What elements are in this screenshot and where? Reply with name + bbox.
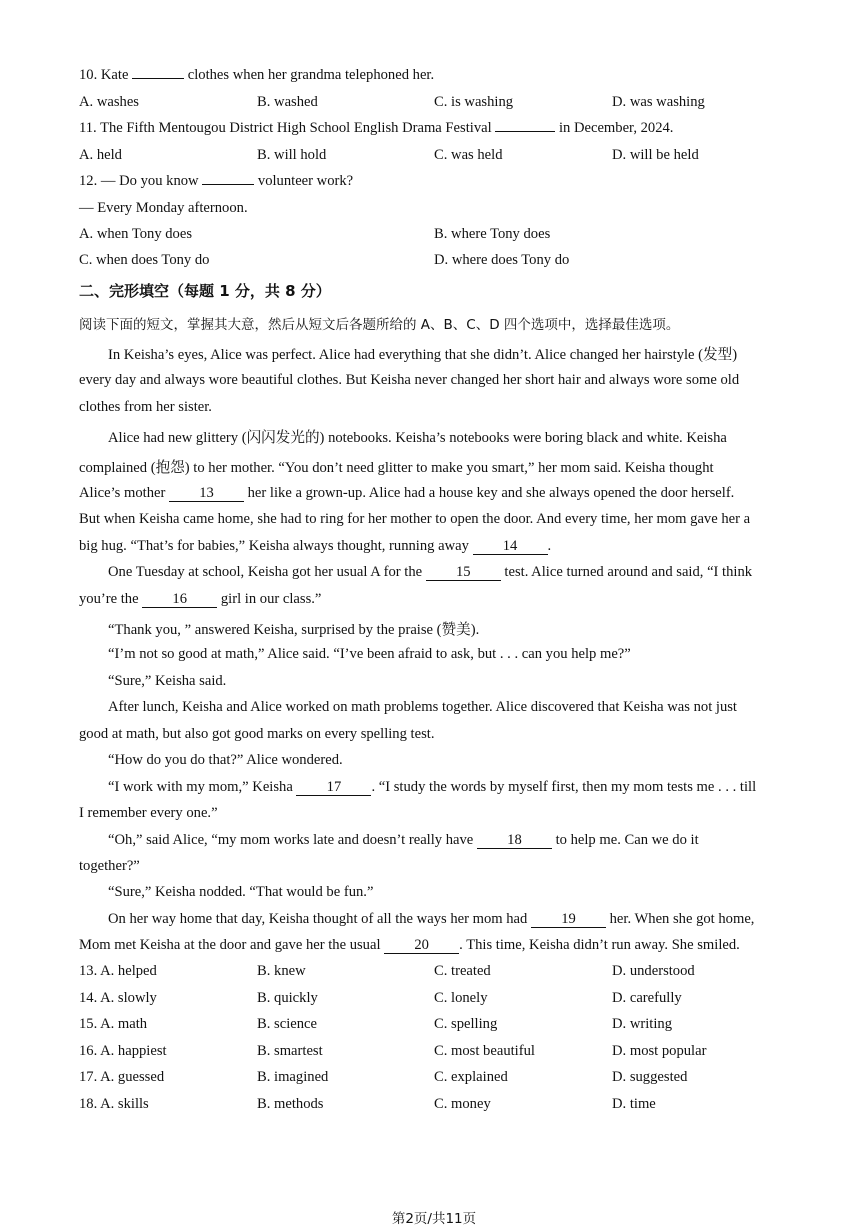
passage-line: you’re the 16 girl in our class.” [79, 591, 322, 607]
option-d: D. will be held [612, 147, 699, 163]
passage-line: “Thank you, ” answered Keisha, surprised by the praise (赞美). [108, 622, 480, 638]
option-b: B. where Tony does [434, 226, 551, 242]
passage-line: “I’m not so good at math,” Alice said. “I’ve been afraid to ask, but . . . can you help me?” [108, 646, 631, 662]
answer-blank [132, 78, 184, 79]
passage-line: “Oh,” said Alice, “my mom works late and doesn’t really have 18 to help me. Can we do it [108, 832, 699, 848]
passage-line: One Tuesday at school, Keisha got her usual A for the 15 test. Alice turned around and said, “I think [108, 564, 753, 580]
choice-15-b: B. science [257, 1016, 317, 1032]
choice-13-c: C. treated [434, 963, 491, 979]
blank-18: 18 [477, 833, 552, 849]
passage-line: complained (抱怨) to her mother. “You don’t need glitter to make you smart,” her mom said. Keisha thought [79, 460, 714, 476]
choice-14-c: C. lonely [434, 990, 488, 1006]
choice-13-d: D. understood [612, 963, 695, 979]
passage-line: good at math, but also got good marks on every spelling test. [79, 726, 435, 742]
passage-line: together?” [79, 858, 140, 874]
section-instruction: 阅读下面的短文，掌握其大意，然后从短文后各题所给的 A、B、C、D 四个选项中，选择最佳选项。 [79, 317, 680, 333]
passage-line: On her way home that day, Keisha thought of all the ways her mom had 19 her. When she got home, [108, 911, 755, 927]
blank-13: 13 [169, 486, 244, 502]
answer-blank [202, 184, 254, 185]
choice-13-b: B. knew [257, 963, 306, 979]
choice-16-b: B. smartest [257, 1043, 323, 1059]
choice-17-a: 17. A. guessed [79, 1069, 165, 1085]
choice-15-d: D. writing [612, 1016, 672, 1032]
choice-14-a: 14. A. slowly [79, 990, 157, 1006]
choice-17-c: C. explained [434, 1069, 508, 1085]
passage-line: “Sure,” Keisha said. [108, 673, 227, 689]
section-title: 二、完形填空（每题 1 分，共 8 分） [79, 282, 331, 300]
choice-18-d: D. time [612, 1096, 656, 1112]
choice-16-d: D. most popular [612, 1043, 707, 1059]
choice-17-b: B. imagined [257, 1069, 329, 1085]
option-b: B. will hold [257, 147, 327, 163]
question-12-reply: — Every Monday afternoon. [79, 200, 248, 216]
passage-line: After lunch, Keisha and Alice worked on math problems together. Alice discovered that Keisha was not just [108, 699, 737, 715]
choice-18-a: 18. A. skills [79, 1096, 149, 1112]
choice-16-a: 16. A. happiest [79, 1043, 167, 1059]
passage-line: every day and always wore beautiful clothes. But Keisha never changed her short hair and always wore some old [79, 372, 740, 388]
option-a: A. held [79, 147, 122, 163]
option-c: C. was held [434, 147, 503, 163]
choice-15-a: 15. A. math [79, 1016, 148, 1032]
passage-line: Alice’s mother 13 her like a grown-up. Alice had a house key and she always opened the door herself. [79, 485, 735, 501]
question-10-stem: 10. Kate clothes when her grandma telephoned her. [79, 67, 435, 83]
blank-17: 17 [296, 780, 371, 796]
choice-17-d: D. suggested [612, 1069, 688, 1085]
page-number: 第2页/共11页 [391, 1211, 477, 1227]
option-c: C. when does Tony do [79, 252, 210, 268]
choice-18-b: B. methods [257, 1096, 324, 1112]
choice-13-a: 13. A. helped [79, 963, 157, 979]
choice-14-b: B. quickly [257, 990, 318, 1006]
blank-20: 20 [384, 938, 459, 954]
question-12-stem: 12. — Do you know volunteer work? [79, 173, 354, 189]
blank-14: 14 [473, 539, 548, 555]
passage-line: But when Keisha came home, she had to ring for her mother to open the door. And every time, her mom gave her a [79, 511, 751, 527]
passage-line: In Keisha’s eyes, Alice was perfect. Alice had everything that she didn’t. Alice changed her hairstyle (发型) [108, 347, 738, 363]
passage-line: Mom met Keisha at the door and gave her the usual 20 . This time, Keisha didn’t run away. She smiled. [79, 937, 740, 953]
answer-blank [495, 131, 555, 132]
option-d: D. was washing [612, 94, 705, 110]
option-a: A. washes [79, 94, 139, 110]
passage-line: big hug. “That’s for babies,” Keisha always thought, running away 14 . [79, 538, 552, 554]
option-b: B. washed [257, 94, 318, 110]
passage-line: “I work with my mom,” Keisha 17 . “I study the words by myself first, then my mom tests me . . . till [108, 779, 757, 795]
passage-line: “Sure,” Keisha nodded. “That would be fun.” [108, 884, 374, 900]
passage-line: “How do you do that?” Alice wondered. [108, 752, 343, 768]
passage-line: clothes from her sister. [79, 399, 212, 415]
option-a: A. when Tony does [79, 226, 193, 242]
question-11-stem: 11. The Fifth Mentougou District High School English Drama Festival in December, 2024. [79, 120, 674, 136]
choice-16-c: C. most beautiful [434, 1043, 535, 1059]
passage-line: I remember every one.” [79, 805, 218, 821]
choice-14-d: D. carefully [612, 990, 682, 1006]
choice-15-c: C. spelling [434, 1016, 498, 1032]
option-d: D. where does Tony do [434, 252, 570, 268]
passage-line: Alice had new glittery (闪闪发光的) notebooks. Keisha’s notebooks were boring black and white. Keisha [108, 430, 727, 446]
blank-19: 19 [531, 912, 606, 928]
blank-15: 15 [426, 565, 501, 581]
blank-16: 16 [142, 592, 217, 608]
choice-18-c: C. money [434, 1096, 491, 1112]
option-c: C. is washing [434, 94, 514, 110]
